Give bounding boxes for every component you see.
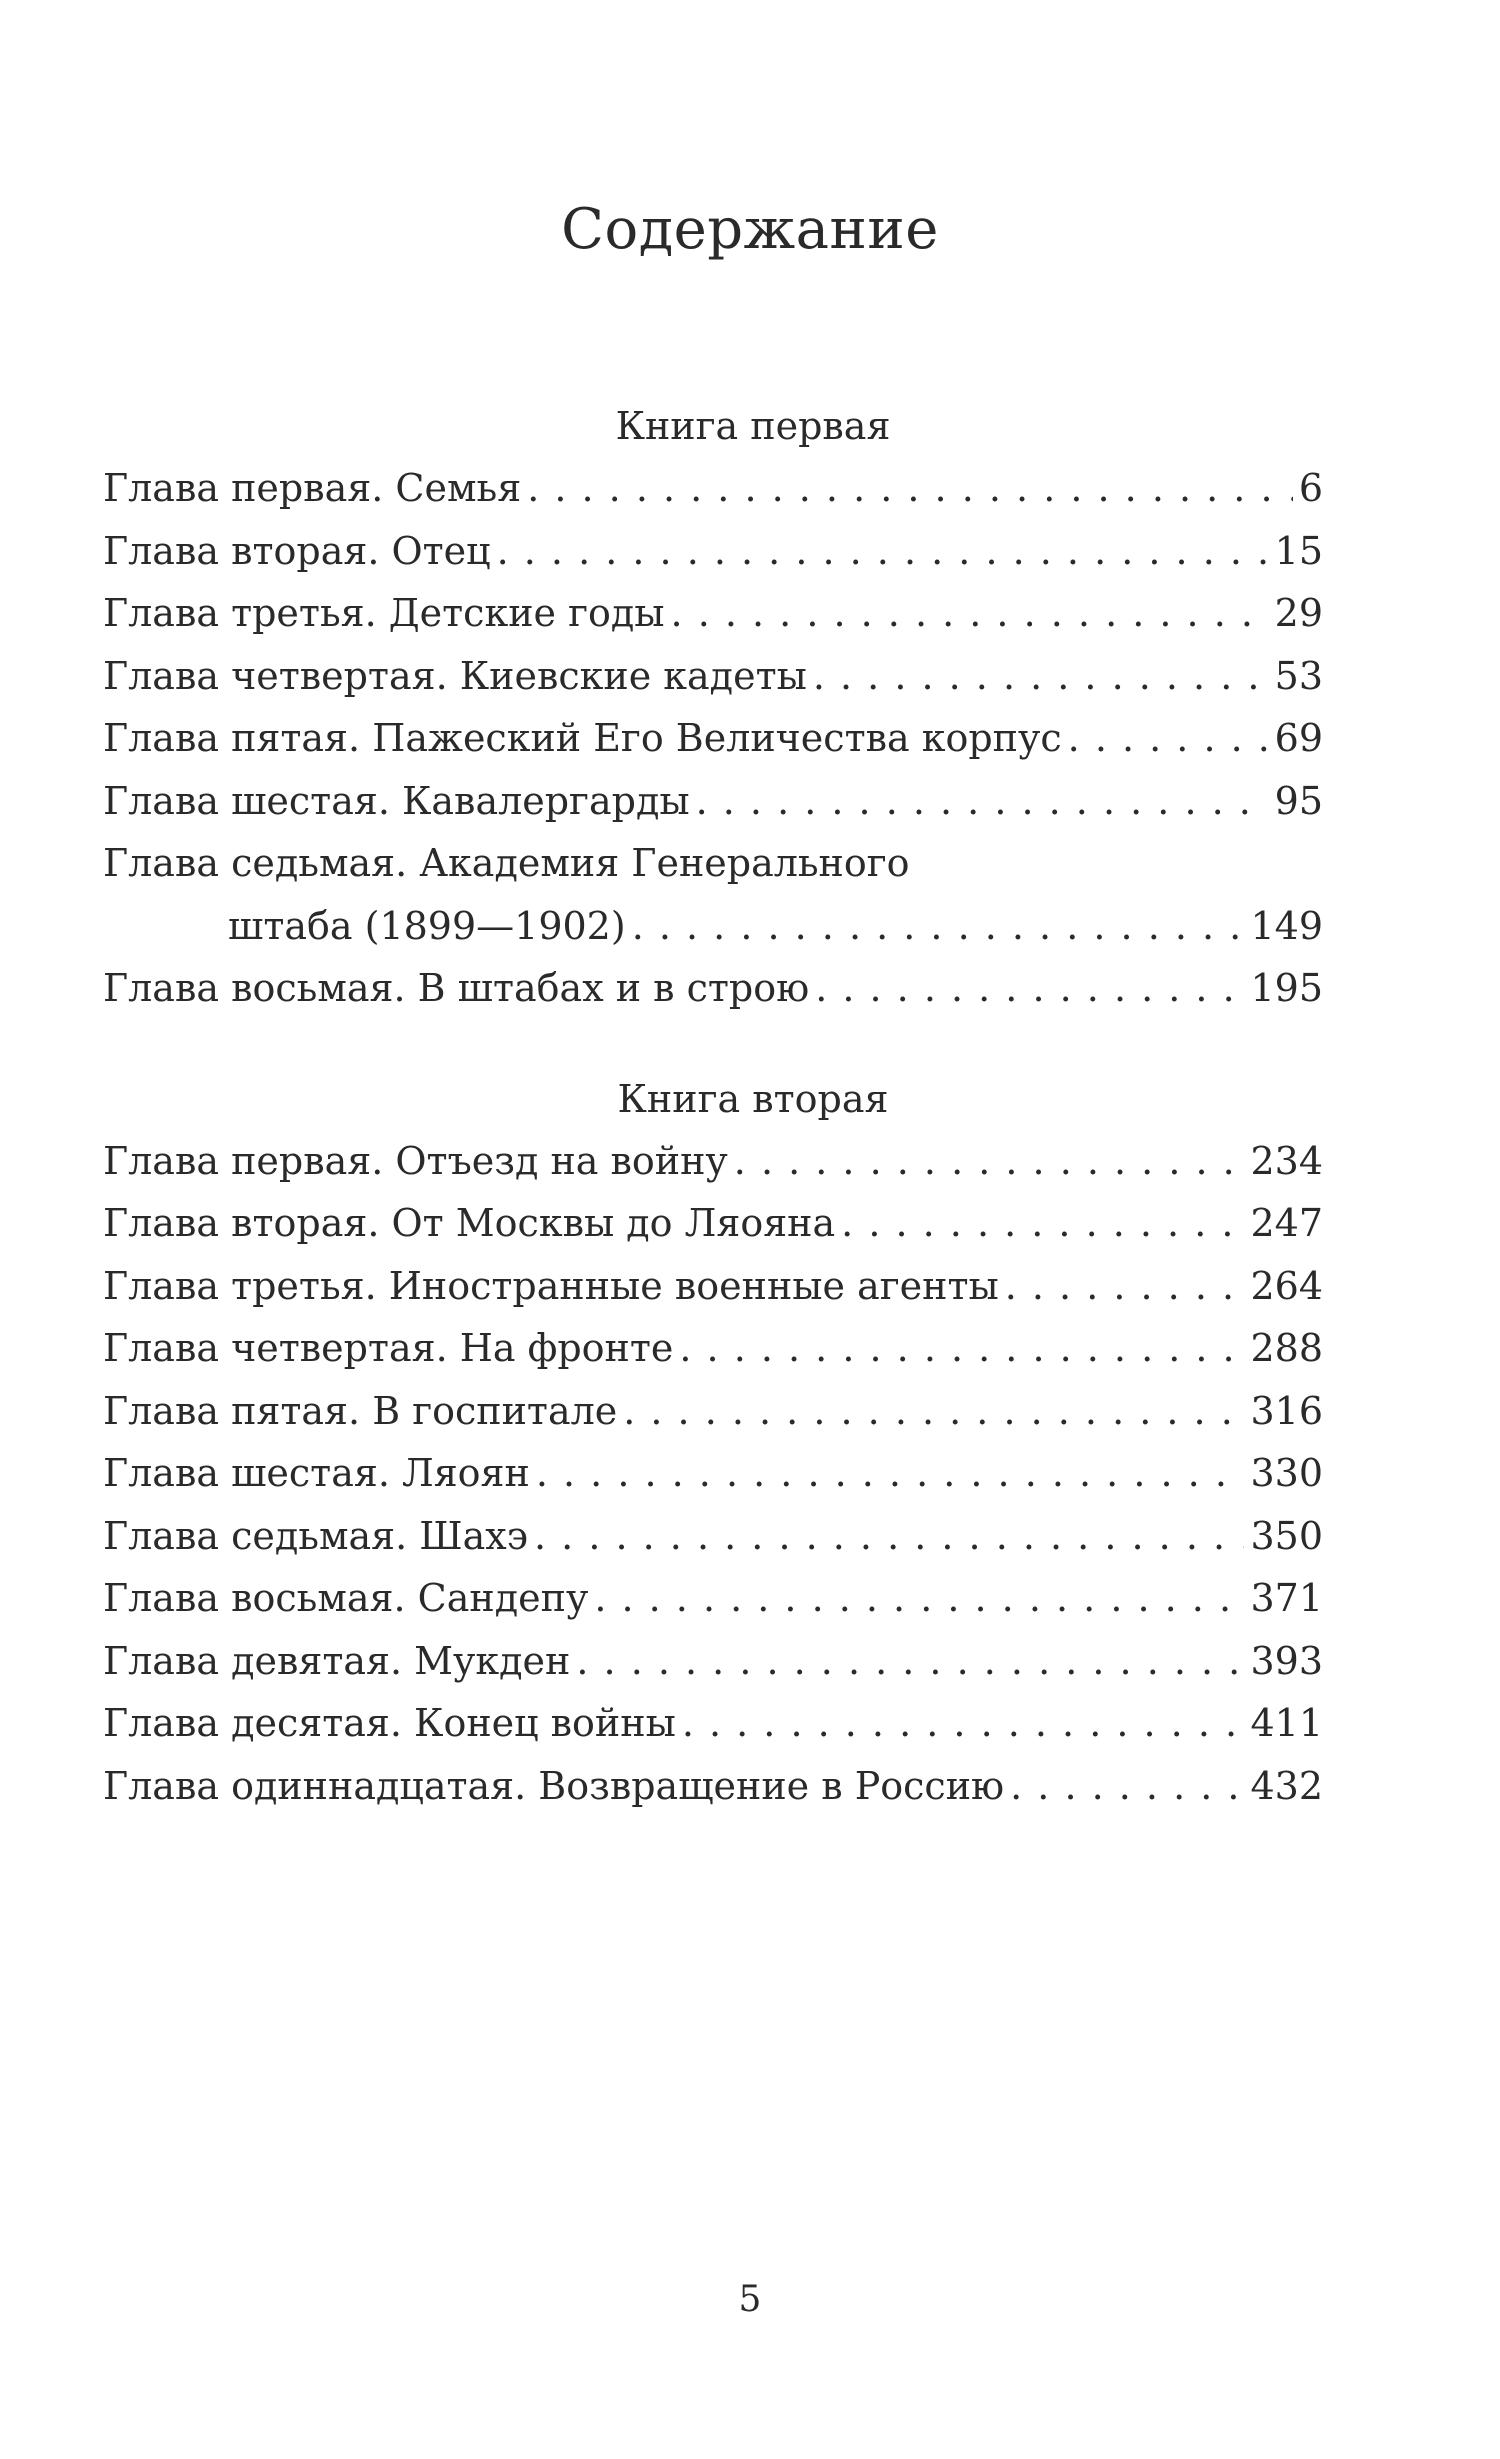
dot-leader bbox=[682, 1692, 1245, 1755]
dot-leader bbox=[1068, 707, 1269, 770]
toc-entry-page: 195 bbox=[1250, 966, 1323, 1010]
toc-entry[interactable] bbox=[103, 1505, 1323, 1568]
dot-leader bbox=[815, 957, 1244, 1020]
dot-leader bbox=[679, 1317, 1244, 1380]
table-of-contents bbox=[103, 395, 1323, 1817]
page-number: 5 bbox=[738, 2279, 762, 2320]
toc-entry-page: 432 bbox=[1250, 1763, 1323, 1808]
toc-entry-page: 149 bbox=[1250, 903, 1323, 948]
dot-leader bbox=[841, 1192, 1244, 1255]
toc-entry-title: Глава шестая. Ляоян bbox=[103, 1451, 530, 1495]
toc-entry[interactable] bbox=[103, 1755, 1323, 1818]
toc-entry-page: 95 bbox=[1274, 778, 1323, 823]
toc-entry-title: Глава первая. Отъезд на войну bbox=[103, 1138, 728, 1183]
toc-entry[interactable] bbox=[103, 1567, 1323, 1630]
dot-leader bbox=[576, 1630, 1244, 1693]
toc-entry-title: Глава восьмая. В штабах и в строю bbox=[103, 966, 810, 1010]
toc-entry-title: Глава десятая. Конец войны bbox=[103, 1701, 676, 1745]
toc-entry[interactable] bbox=[103, 582, 1323, 645]
toc-entry[interactable] bbox=[103, 1380, 1323, 1443]
toc-entry-title: Глава восьмая. Сандепу bbox=[103, 1576, 589, 1620]
toc-entry-page: 393 bbox=[1250, 1638, 1323, 1683]
toc-entry-title: Глава шестая. Кавалергарды bbox=[103, 778, 690, 823]
toc-entry-page: 69 bbox=[1274, 716, 1323, 760]
toc-entry-title: Глава первая. Семья bbox=[103, 466, 522, 510]
book-one-heading: Книга первая bbox=[615, 404, 891, 448]
toc-entry-page: 264 bbox=[1250, 1263, 1323, 1308]
toc-entry[interactable] bbox=[103, 1317, 1323, 1380]
toc-entry-page: 350 bbox=[1250, 1513, 1323, 1558]
toc-entry-page: 288 bbox=[1250, 1326, 1323, 1370]
toc-entry-title: Глава вторая. Отец bbox=[103, 528, 491, 573]
page-title: Содержание bbox=[561, 197, 939, 262]
toc-entry-title: Глава четвертая. На фронте bbox=[103, 1326, 674, 1370]
toc-entry-title: Глава седьмая. Шахэ bbox=[103, 1513, 529, 1558]
toc-entry-page: 6 bbox=[1298, 466, 1323, 510]
dot-leader bbox=[527, 457, 1293, 520]
dot-leader bbox=[813, 645, 1269, 708]
toc-entry[interactable] bbox=[103, 457, 1323, 520]
toc-entry-page: 53 bbox=[1274, 653, 1323, 698]
dot-leader bbox=[623, 1380, 1244, 1443]
toc-entry-title: Глава пятая. В госпитале bbox=[103, 1388, 618, 1433]
toc-entry-page: 371 bbox=[1250, 1576, 1323, 1620]
toc-entry-page: 29 bbox=[1274, 591, 1323, 635]
dot-leader bbox=[594, 1567, 1244, 1630]
toc-entry[interactable] bbox=[103, 1630, 1323, 1693]
toc-entry[interactable] bbox=[103, 645, 1323, 708]
book-two-heading: Книга вторая bbox=[617, 1076, 889, 1121]
toc-entry-title: Глава четвертая. Киевские кадеты bbox=[103, 653, 807, 698]
toc-entry-page: 234 bbox=[1250, 1138, 1323, 1183]
toc-entry-title: Глава седьмая. Академия Генерального bbox=[103, 841, 910, 885]
toc-entry-title: Глава вторая. От Москвы до Ляояна bbox=[103, 1201, 836, 1245]
toc-entry[interactable] bbox=[103, 1130, 1323, 1193]
dot-leader bbox=[536, 1442, 1245, 1505]
toc-entry[interactable] bbox=[103, 707, 1323, 770]
toc-entry-page: 330 bbox=[1250, 1451, 1323, 1495]
toc-entry[interactable] bbox=[103, 520, 1323, 583]
toc-entry[interactable] bbox=[103, 1255, 1323, 1318]
toc-entry[interactable] bbox=[103, 770, 1323, 833]
toc-entry[interactable] bbox=[103, 1442, 1323, 1505]
toc-entry-page: 15 bbox=[1274, 528, 1323, 573]
dot-leader bbox=[696, 770, 1269, 833]
dot-leader bbox=[734, 1130, 1245, 1193]
toc-entry-page: 411 bbox=[1250, 1701, 1323, 1745]
toc-entry[interactable] bbox=[103, 1192, 1323, 1255]
toc-entry[interactable] bbox=[103, 957, 1323, 1020]
toc-entry-title: Глава третья. Детские годы bbox=[103, 591, 665, 635]
toc-entry-title-continued: штаба (1899—1902) bbox=[228, 903, 626, 948]
dot-leader bbox=[497, 520, 1269, 583]
toc-entry[interactable] bbox=[103, 1692, 1323, 1755]
dot-leader bbox=[671, 582, 1269, 645]
toc-entry-page: 247 bbox=[1250, 1201, 1323, 1245]
dot-leader bbox=[534, 1505, 1244, 1568]
toc-entry-title: Глава третья. Иностранные военные агенты bbox=[103, 1263, 999, 1308]
dot-leader bbox=[632, 895, 1245, 958]
toc-entry-title: Глава одиннадцатая. Возвращение в Россию bbox=[103, 1763, 1005, 1808]
dot-leader bbox=[1005, 1255, 1245, 1318]
toc-entry-title: Глава девятая. Мукден bbox=[103, 1638, 571, 1683]
toc-entry-title: Глава пятая. Пажеский Его Величества корпус bbox=[103, 716, 1062, 760]
toc-entry[interactable] bbox=[103, 832, 1323, 957]
dot-leader bbox=[1010, 1755, 1244, 1818]
toc-entry-page: 316 bbox=[1250, 1388, 1323, 1433]
